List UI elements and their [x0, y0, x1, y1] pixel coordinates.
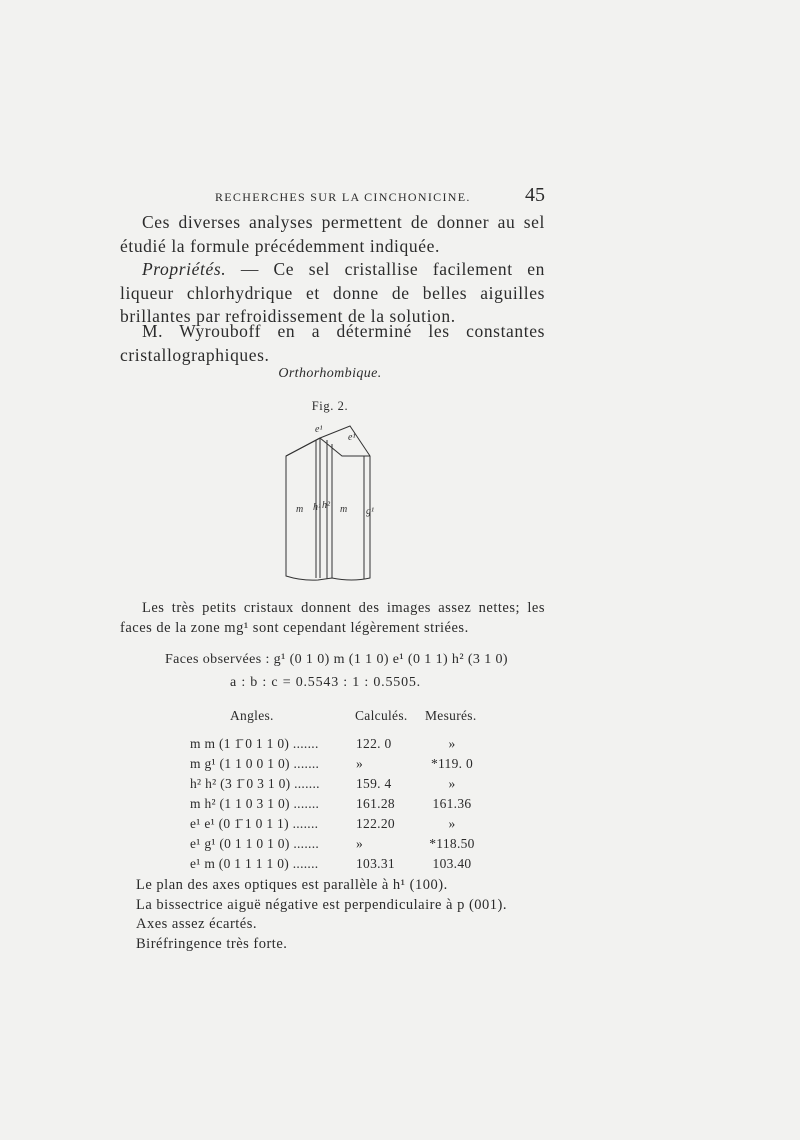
label-e1-face: e¹	[348, 432, 356, 443]
optical-notes	[136, 876, 556, 954]
angle-cell: m g¹ (1 1 0 0 1 0) .......	[190, 756, 320, 771]
label-h2: h²	[322, 500, 330, 511]
measured-cell: *118.50	[429, 836, 475, 851]
measured-cell: *119. 0	[430, 756, 474, 771]
table-row	[190, 836, 500, 856]
note-axes: Axes assez écartés.	[136, 916, 258, 932]
crystal-edge-top-left	[286, 438, 320, 456]
header-angles: Angles.	[230, 708, 274, 723]
paragraph-proprietes	[120, 258, 545, 329]
calculated-cell: 161.28	[356, 796, 395, 811]
page-header	[215, 184, 545, 208]
header-calcules: Calculés.	[355, 708, 408, 723]
faces-observed: Faces observées : g¹ (0 1 0) m (1 1 0) e¹ (0 1 1) h² (3 1 0)	[165, 652, 508, 667]
axial-ratios: a : b : c = 0.5543 : 1 : 0.5505.	[230, 675, 421, 690]
note-optic-plane: Le plan des axes optiques est parallèle à h¹ (100).	[136, 877, 448, 893]
angle-cell: e¹ m (0 1 1 1 1 0) .......	[190, 856, 319, 871]
paragraph-petits-cristaux-text: Les très petits cristaux donnent des images assez nettes; les faces de la zone mg¹ sont cependant légèrement striées.	[120, 600, 545, 636]
paragraph-petits-cristaux	[120, 598, 545, 638]
calculated-cell: »	[356, 836, 364, 851]
label-e1-top: e¹	[315, 424, 323, 435]
paragraph-analyses-text: Ces diverses analyses permettent de donner au sel étudié la formule précédemment indiquée.	[120, 212, 545, 256]
label-m-left: m	[296, 504, 304, 515]
label-g1: g¹	[366, 506, 374, 517]
running-title: RECHERCHES SUR LA CINCHONICINE.	[215, 190, 471, 204]
table-row	[190, 816, 500, 836]
angle-cell: e¹ g¹ (0 1 1 0 1 0) .......	[190, 836, 320, 851]
label-h1: h¹	[313, 502, 321, 513]
measured-cell: 161.36	[432, 796, 472, 811]
table-row	[190, 776, 500, 796]
crystal-figure	[282, 418, 392, 588]
calculated-cell: »	[356, 756, 364, 771]
paragraph-analyses	[120, 211, 545, 258]
angle-cell: h² h² (3 1̄ 0 3 1 0) .......	[190, 776, 320, 791]
calculated-cell: 122. 0	[356, 736, 392, 751]
measured-cell: »	[448, 776, 456, 791]
paragraph-wyrouboff-text: M. Wyrouboff en a déterminé les constantes cristallographiques.	[120, 321, 545, 365]
measured-cell: 103.40	[432, 856, 472, 871]
calculated-cell: 159. 4	[356, 776, 392, 791]
measured-cell: »	[448, 816, 456, 831]
angle-cell: m m (1 1̄ 0 1 1 0) .......	[190, 736, 319, 751]
figure-label: Fig. 2.	[311, 399, 349, 413]
angle-cell: m h² (1 1 0 3 1 0) .......	[190, 796, 320, 811]
angle-cell: e¹ e¹ (0 1̄ 1 0 1 1) .......	[190, 816, 319, 831]
table-row	[190, 736, 500, 756]
paragraph-wyrouboff	[120, 320, 545, 367]
measured-cell: »	[448, 736, 456, 751]
header-mesures: Mesurés.	[425, 708, 477, 723]
proprietes-text: — Ce sel cristallise facilement en liqueur chlorhydrique et donne de belles aiguilles brillantes par refroidissement de la solution.	[120, 259, 545, 326]
page-number: 45	[525, 184, 545, 206]
note-birefringence: Biréfringence très forte.	[136, 935, 288, 952]
calculated-cell: 122.20	[356, 816, 395, 831]
label-m-right: m	[340, 504, 348, 515]
table-row	[190, 756, 500, 776]
crystal-system-caption: Orthorhombique.	[278, 366, 382, 381]
table-row	[190, 796, 500, 816]
note-bisectrix: La bissectrice aiguë négative est perpendiculaire à p (001).	[136, 896, 507, 913]
table-row	[190, 856, 500, 876]
calculated-cell: 103.31	[356, 856, 395, 871]
proprietes-label: Propriétés.	[142, 259, 227, 279]
